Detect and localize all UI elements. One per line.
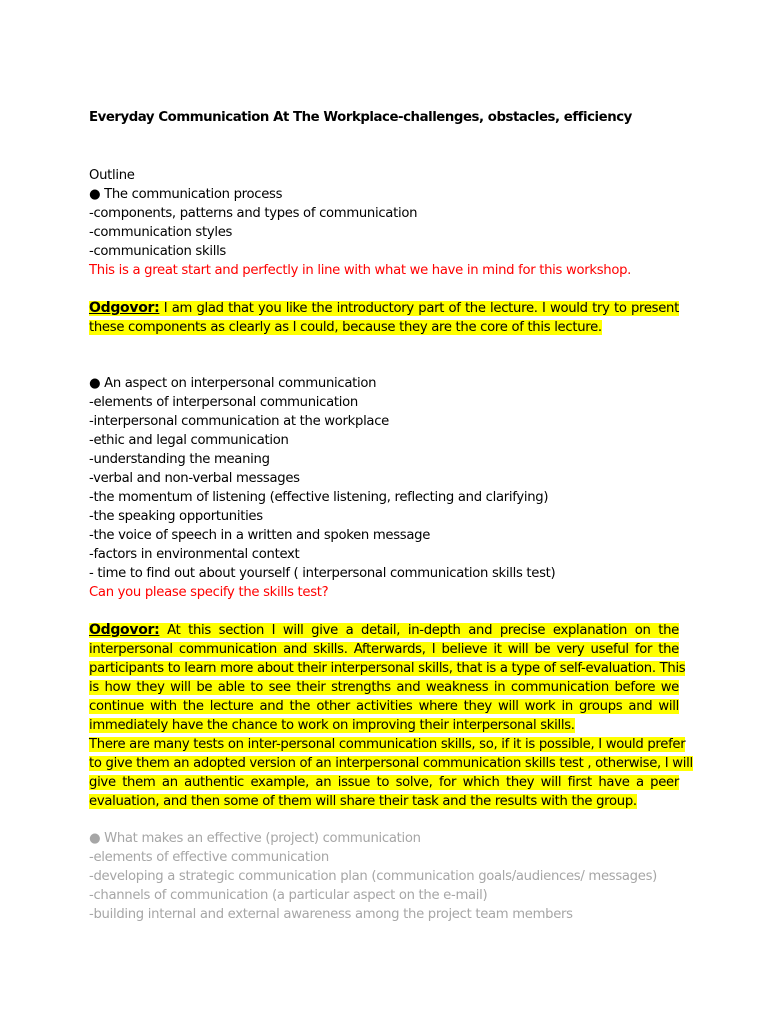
reviewer-comment: This is a great start and perfectly in line with what we have in mind for this workshop. bbox=[89, 263, 632, 278]
reply-text: immediately have the chance to work on improving their interpersonal skills. bbox=[89, 718, 575, 733]
reply-text: continue with the lecture and the other activities where they will work in groups and will bbox=[89, 699, 679, 714]
list-item: ● The communication process bbox=[89, 187, 283, 202]
list-item: -interpersonal communication at the workplace bbox=[89, 414, 389, 429]
list-item: -developing a strategic communication plan (communication goals/audiences/ messages) bbox=[89, 869, 657, 884]
reply-text: is how they will be able to see their strengths and weakness in communication before we bbox=[89, 680, 679, 695]
list-item: -factors in environmental context bbox=[89, 547, 300, 562]
list-item: -building internal and external awareness among the project team members bbox=[89, 907, 573, 922]
list-item: -communication skills bbox=[89, 244, 227, 259]
reply-label: Odgovor: bbox=[89, 622, 160, 638]
list-item: -channels of communication (a particular aspect on the e-mail) bbox=[89, 888, 488, 903]
document-title: Everyday Communication At The Workplace-challenges, obstacles, efficiency bbox=[89, 110, 632, 125]
reply-block-2 bbox=[89, 621, 693, 811]
reply-label: Odgovor: bbox=[89, 300, 160, 316]
list-item: -elements of effective communication bbox=[89, 850, 329, 865]
outline-section-2 bbox=[89, 374, 679, 602]
list-item: -understanding the meaning bbox=[89, 452, 270, 467]
outline-heading: Outline bbox=[89, 168, 135, 183]
list-item: -verbal and non-verbal messages bbox=[89, 471, 300, 486]
reply-text: evaluation, and then some of them will share their task and the results with the group. bbox=[89, 794, 637, 809]
reply-text: interpersonal communication and skills. Afterwards, I believe it will be very useful for the bbox=[89, 642, 679, 657]
reply-block-1 bbox=[89, 299, 679, 337]
list-item: ● An aspect on interpersonal communication bbox=[89, 376, 377, 391]
reply-text: I am glad that you like the introductory part of the lecture. I would try to present bbox=[159, 301, 679, 316]
list-item: -the speaking opportunities bbox=[89, 509, 263, 524]
list-item: -communication styles bbox=[89, 225, 233, 240]
reply-text: There are many tests on inter-personal communication skills, so, if it is possible, I would prefer bbox=[89, 737, 686, 752]
list-item: -ethic and legal communication bbox=[89, 433, 289, 448]
reply-text: give them an authentic example, an issue to solve, for which they will first have a peer bbox=[89, 775, 679, 790]
list-item: -elements of interpersonal communication bbox=[89, 395, 358, 410]
list-item: -the voice of speech in a written and spoken message bbox=[89, 528, 431, 543]
reply-text: participants to learn more about their interpersonal skills, that is a type of self-evaluation. This bbox=[89, 661, 686, 676]
list-item: - time to find out about yourself ( interpersonal communication skills test) bbox=[89, 566, 556, 581]
list-item: -components, patterns and types of communication bbox=[89, 206, 418, 221]
reply-text: At this section I will give a detail, in-depth and precise explanation on the bbox=[159, 623, 679, 638]
list-item: -the momentum of listening (effective listening, reflecting and clarifying) bbox=[89, 490, 549, 505]
outline-section-1 bbox=[89, 166, 679, 280]
list-item: ● What makes an effective (project) communication bbox=[89, 831, 421, 846]
outline-section-3 bbox=[89, 829, 679, 924]
reviewer-comment: Can you please specify the skills test? bbox=[89, 585, 329, 600]
reply-text: these components as clearly as I could, because they are the core of this lecture. bbox=[89, 320, 602, 335]
reply-text: to give them an adopted version of an interpersonal communication skills test , otherwise, I will bbox=[89, 756, 693, 771]
